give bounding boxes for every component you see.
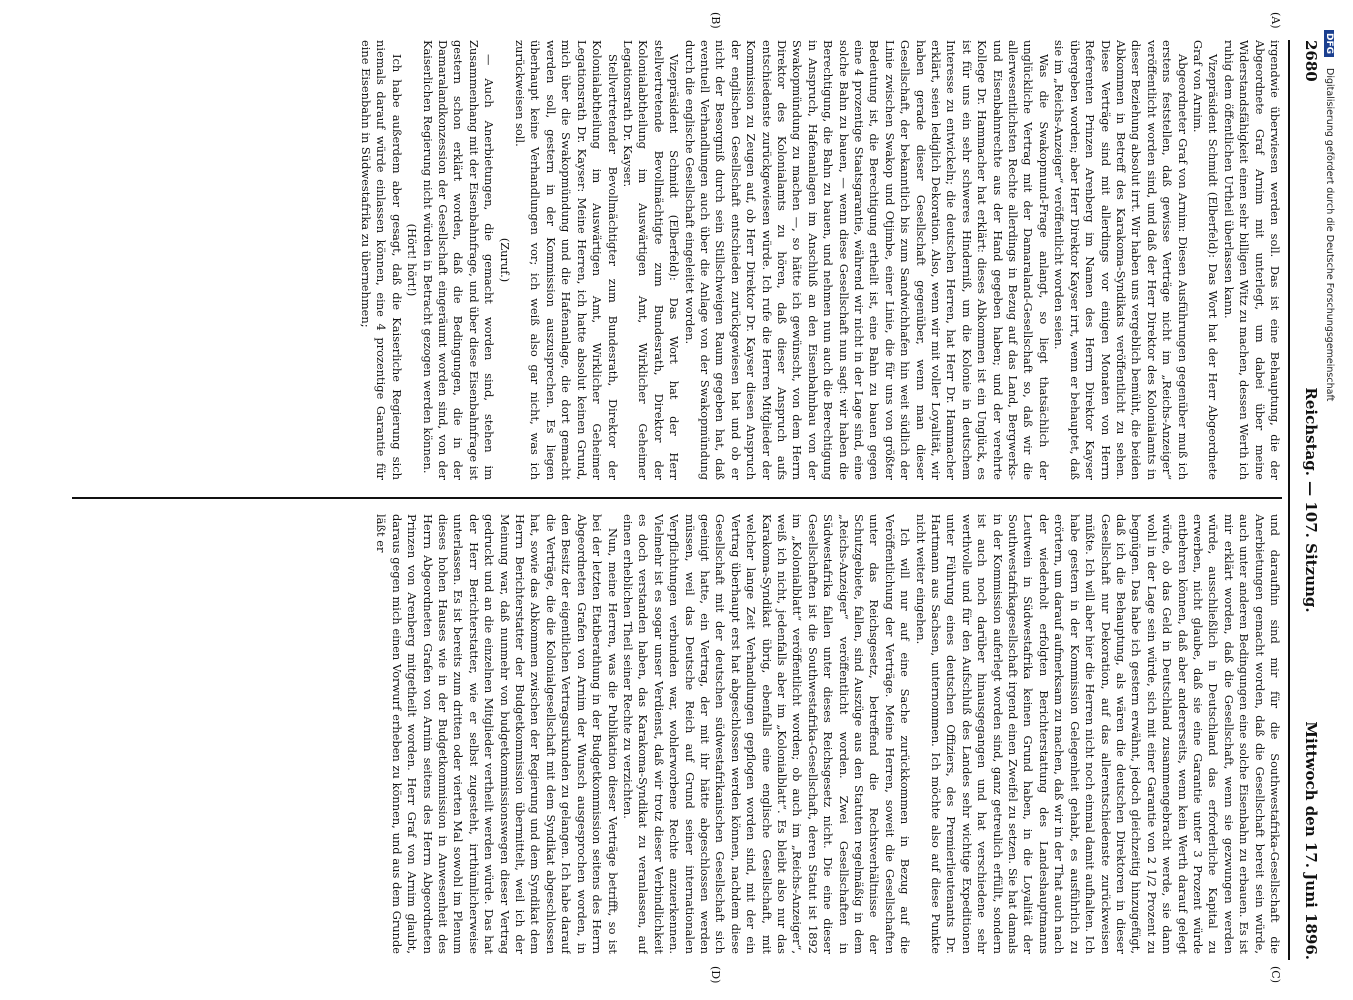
column-divider bbox=[72, 497, 1282, 499]
page-date: Mittwoch den 17. Juni 1896. bbox=[1302, 721, 1320, 960]
right-column bbox=[72, 514, 1282, 954]
margin-mark-d: (D) bbox=[709, 966, 722, 984]
paragraph: Abgeordneter Graf von Arnim: Diesen Ausführungen gegenüber muß ich erstens feststellen, daß gewisse Verträge nicht im „Reichs-Anzeiger“ veröffentlicht worden sind, und daß der Herr Direktor des Kolonialamts in dieser Beziehung absolut irrt. Wir haben uns vergeblich bemüht, die beiden Abkommen in Betreff des Karakoma-Syndikats veröffentlicht zu sehen. Diese Verträge sind mit allerdings vor einigen Monaten von Herrn Referenten Prinzen Arenberg im Namen des Herrn Direktor Kayser übergeben worden; aber Herr Direktor Kayser irrt, wenn er behauptet, daß sie im „Reichs-Anzeiger“ veröffentlicht worden seien. bbox=[1052, 40, 1190, 480]
dfg-logo-icon: DFG bbox=[1324, 30, 1334, 57]
paragraph: Ich habe außerdem aber gesagt, daß die Kaiserliche Regierung sich niemals darauf würde einlassen können, eine 4 prozentige Garantie für eine Eisenbahn in Südwestafrika zu übernehmen; bbox=[359, 40, 404, 480]
digitization-credit bbox=[1319, 30, 1335, 990]
interjection: (Hört! hört!) bbox=[405, 223, 420, 297]
paragraph: Vizepräsident Schmidt (Elberfeld): Das Wort hat der Herr Abgeordnete Graf von Arnim. bbox=[1190, 40, 1221, 480]
paragraph: irgendwie überwiesen werden soll. Das ist eine Behauptung, die der Abgeordnete Graf Arnim mit unterlegt, um dabei über meine Widerstandsfähigkeit einen sehr billigen Witz zu machen, dessen Werth ich ruhig dem öffentlichen Urtheil überlassen kann. bbox=[1221, 40, 1282, 480]
margin-mark-c: (C) bbox=[1269, 966, 1282, 983]
paragraph: Vizepräsident Schmidt (Elberfeld): Das Wort hat der Herr stellvertretende Bevollmächtigte zum Bundesrath, Direktor der Kolonialabtheilung im Auswärtigen Amt, Wirklicher Geheimer Legationsrath Dr. Kayser. bbox=[620, 40, 682, 480]
interjection: (Zuruf.) bbox=[497, 237, 512, 283]
left-column bbox=[72, 40, 1282, 480]
margin-mark-b: (B) bbox=[709, 12, 722, 29]
page-title: Reichstag. — 107. Sitzung. bbox=[1302, 387, 1320, 613]
paragraph: — Auch Anerbietungen, die gemacht worden sind, stehen im Zusammenhang mit der Eisenbahnfrage, und über diese Eisenbahnfrage ist gestern schon erklärt worden, daß die Bedingungen, die in der Damaralandkonzession der Gesellschaft eingeräumt worden sind, von der Kaiserlichen Regierung nicht würden in Betracht gezogen werden können. bbox=[420, 40, 497, 480]
paragraph: Stellvertretender Bevollmächtigter zum Bundesrath, Direktor der Kolonialabtheilung im Auswärtigen Amt, Wirklicher Geheimer Legationsrath Dr. Kayser: Meine Herren, ich hatte absolut keinen Grund, mich über die Swakopmündung und die Hafenanlage, die dort gemacht werden soll, gestern in der Kommission auszusprechen. Es liegen überhaupt keine Verhandlungen vor; ich weiß also gar nicht, was ich zurückweisen soll. bbox=[513, 40, 620, 480]
page-number: 2680 bbox=[1302, 40, 1320, 82]
paragraph: und daraufhin sind mir für die Southwestafrika-Gesellschaft die Anerbietungen gemacht worden, daß die Gesellschaft bereit sein würde, auch unter anderen Bedingungen eine solche Eisenbahn zu erbauen. Es ist mir erklärt worden, daß die Gesellschaft, wenn sie gezwungen werden würde, ausschließlich in Deutschland das erforderliche Kapital zu erwerben, nicht glaube, daß sie eine Garantie unter 3 Prozent würde entbehren können, daß aber andererseits, wenn kein Werth darauf gelegt würde, ob das Geld in Deutschland zusammengebracht werde, sie dann wohl in der Lage sein würde, sich mit einer Garantie von 2 1/2 Prozent zu begnügen. Das habe ich gestern erwähnt, jedoch gleichzeitig hinzugefügt, daß ich die Behauptung, als wären die deutschen Direktoren in dieser Gesellschaft nur Dekoration, auf das allerentschiedenste zurückweisen müßte. Ich will aber hier die Herren nicht noch einmal damit aufhalten. Ich habe gestern in der Kommission Gelegenheit gehabt, es ausführlich zu erörtern, um darauf aufmerksam zu machen, daß wir in der That auch nach der wiederholt erfolgten Berichterstattung des Landeshauptmanns Leutwein in Südwestafrika keinen Grund haben, in die Loyalität der Southwestafrikagesellschaft irgend einen Zweifel zu setzen. Sie hat damals in der Kommission auferlegt worden sind, ganz getreulich erfüllt, sondern ist auch noch darüber hinausgegangen und hat verschiedene sehr werthvolle und für den Aufschluß des Landes sehr wichtige Expeditionen unter Führung eines deutschen Offiziers, des Premierlieutenants Dr. Hartmann aus Sachsen, unternommen. Ich möchte also auf diese Punkte nicht weiter eingehen. bbox=[913, 514, 1282, 954]
margin-mark-a: (A) bbox=[1269, 12, 1282, 29]
credit-text: Digitalisierung gefördert durch die Deutsche Forschungsgemeinschaft bbox=[1324, 68, 1335, 402]
paragraph: Was die Swakopmund-Frage anlangt, so liegt thatsächlich der unglückliche Vertrag mit der Damaraland-Gesellschaft so, daß wir die allerwesentlichsten Rechte allerdings in Bezug auf das Land, Bergwerks- und Eisenbahnrechte aus der Hand gegeben haben; und der verehrte Kollege Dr. Hammacher hat erklärt: dieses Abkommen ist ein Unglück, es ist für uns ein sehr schweres Hinderniß, um die Kolonie in deutschem Interesse zu entwickeln; die deutschen Herren, hat Herr Dr. Hammacher erklärt, seien lediglich Dekoration. Also, wenn wir mit voller Loyalität, wir haben gerade dieser Gesellschaft gegenüber, wenn man dieser Gesellschaft, der bekanntlich bis zum Sandwichhafen hin weit südlich der Linie zwischen Swakop und Otjimbe, einer Linie, die für uns von größter Bedeutung ist, die Berechtigung ertheilt ist, eine Bahn zu bauen gegen eine 4 prozentige Staatsgarantie, während wir nicht in der Lage sind, eine solche Bahn zu bauen, — wenn diese Gesellschaft nun sagt: wir haben die Berechtigung, die Bahn zu bauen, und nehmen nun auch die Berechtigung in Anspruch, Hafenanlagen im Anschluß an den Eisenbahnbau von der Swakopmündung zu machen —, so hätte ich gewünscht, von dem Herrn Direktor des Kolonialamts zu hören, daß dieser Anspruch aufs entschiedenste zurückgewiesen würde. Ich rufe die Herren Mitglieder der Kommission zu Zeugen auf, ob Herr Direktor Dr. Kayser diesen Anspruch der englischen Gesellschaft entschieden zurückgewiesen hat und ob er nicht der Besorgniß durch sein Stillschweigen Raum gegeben hat, daß eventuell Verhandlungen auch über die Anlage von der Swakopmündung durch die englische Gesellschaft eingeleitet worden. bbox=[682, 40, 1051, 480]
paragraph: Nun, meine Herren, was die Publikation dieser Verträge betrifft, so ist bei der letzten Etatberathung in der Budgetkommission seitens des Herrn Abgeordneten Grafen von Arnim der Wunsch ausgesprochen worden, in den Besitz der eigentlichen Vertragsurkunden zu gelangen. Ich habe darauf die Verträge, die die Kolonialgesellschaft mit dem Syndikat abgeschlossen hat, sowie das Abkommen zwischen der Regierung und dem Syndikat dem Herrn Berichterstatter der Budgetkommission übermittelt, weil ich der Meinung war, daß nunmehr von budgetkommissionswegen dieser Vertrag gedruckt und an die einzelnen Mitglieder vertheilt werden würde. Das hat der Herr Berichterstatter, wie er selbst zugesteht, irrthümlicherweise unterlassen. Es ist bereits zum dritten oder vierten Mal sowohl im Plenum dieses hohen Hauses wie in der Budgetkommission in Anwesenheit des Herrn Abgeordneten Grafen von Arnim seitens des Herrn Abgeordneten Prinzen von Arenberg mitgetheilt worden. Herr Graf von Arnim glaubt, daraus gegen mich einen Vorwurf erheben zu können, und aus dem Grunde läßt er bbox=[374, 514, 620, 954]
paragraph: Ich will nur auf eine Sache zurückkommen in Bezug auf die Veröffentlichung der Verträge. Meine Herren, soweit die Gesellschaften unter das Reichsgesetz, betreffend die Rechtsverhältnisse der Schutzgebiete, fallen, sind Auszüge aus den Statuten regelmäßig in dem „Reichs-Anzeiger“ veröffentlicht worden. Zwei Gesellschaften in Südwestafrika fallen unter dieses Reichsgesetz nicht. Die eine dieser Gesellschaften ist die Southwestafrika-Gesellschaft, deren Statut ist 1892 im „Kolonialblatt“ veröffentlicht worden; ob auch im „Reichs-Anzeiger“, weiß ich nicht, jedenfalls aber im „Kolonialblatt“. Es bleibt also nur das Karakoma-Syndikat übrig, ebenfalls eine englische Gesellschaft, mit welcher lange Zeit Verhandlungen gepflogen worden sind, mit der ein Vertrag überhaupt erst hat abgeschlossen werden können, nachdem diese Gesellschaft mit der deutschen südwestafrikanischen Gesellschaft sich geeinigt hatte, ein Vertrag, der mit ihr hätte abgeschlossen werden müssen, weil das Deutsche Reich auf Grund seiner internationalen Verpflichtungen verbunden war, wohlerworbene Rechte anzuerkennen. Vielmehr ist es sogar unser Verdienst, daß wir trotz dieser Verbindlichkeit es doch verstanden haben, das Karakoma-Syndikat zu veranlassen, auf einen erheblichen Theil seiner Rechte zu verzichten. bbox=[620, 514, 913, 954]
text-columns bbox=[72, 12, 1282, 984]
